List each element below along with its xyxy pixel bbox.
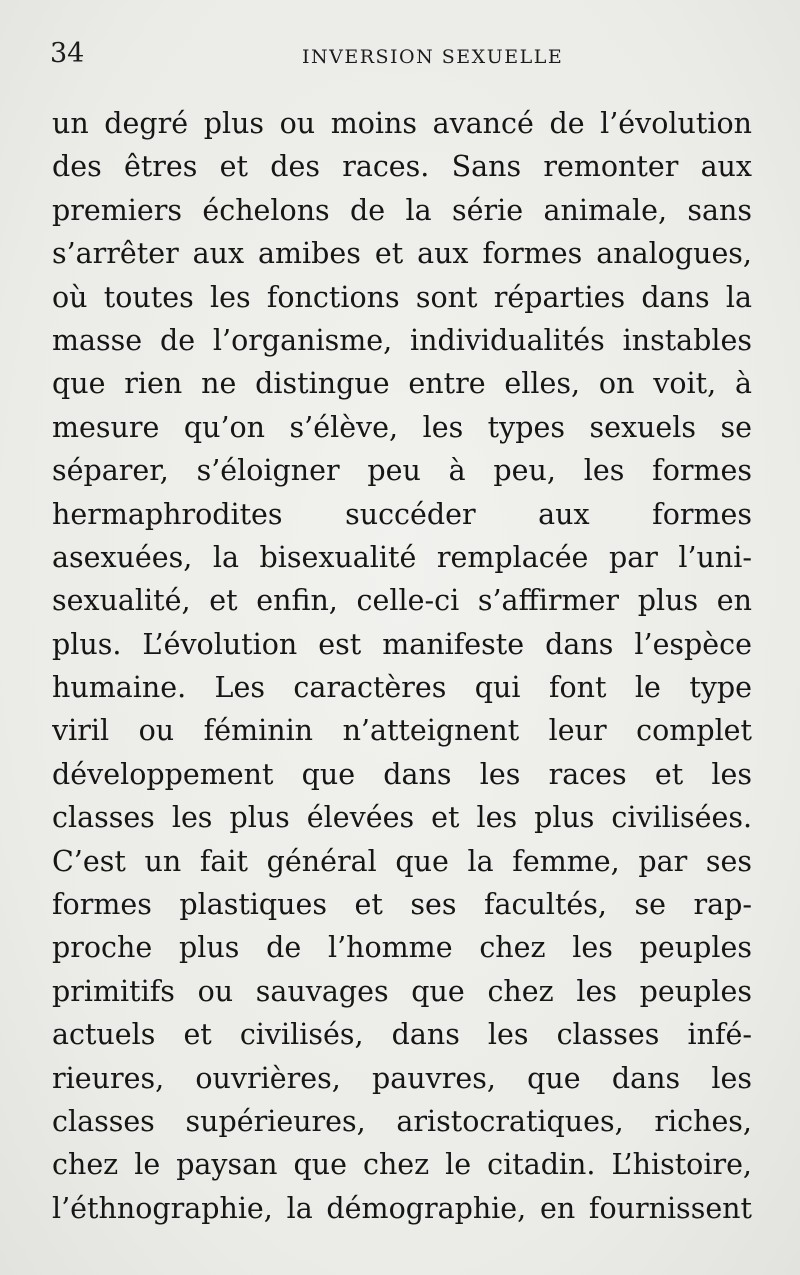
text-line: actuels et civilisés, dans les classes infé-: [52, 1018, 752, 1052]
text-line: proche plus de l’homme chez les peuples: [52, 931, 752, 965]
page-header: [50, 38, 750, 78]
text-line: C’est un fait général que la femme, par ses: [52, 844, 752, 878]
text-line: primitifs ou sauvages que chez les peuples: [52, 974, 752, 1008]
text-line: que rien ne distingue entre elles, on voit, à: [52, 367, 752, 401]
text-line: humaine. Les caractères qui font le type: [52, 671, 752, 705]
text-line: des êtres et des races. Sans remonter aux: [52, 150, 752, 184]
text-line: développement que dans les races et les: [52, 757, 752, 791]
page-number: 34: [50, 38, 85, 69]
text-line: l’éthnographie, la démographie, en fournissent: [52, 1191, 752, 1225]
body-text: [52, 102, 752, 1230]
text-line: séparer, s’éloigner peu à peu, les formes: [52, 454, 752, 488]
text-line: mesure qu’on s’élève, les types sexuels se: [52, 410, 752, 444]
text-line: asexuées, la bisexualité remplacée par l’uni-: [52, 540, 752, 574]
text-line: s’arrêter aux amibes et aux formes analogues,: [52, 237, 752, 271]
text-line: classes supérieures, aristocratiques, riches,: [52, 1104, 752, 1138]
text-line: sexualité, et enfin, celle-ci s’affirmer plus en: [52, 584, 752, 618]
text-line: classes les plus élevées et les plus civilisées.: [52, 801, 752, 835]
text-line: masse de l’organisme, individualités instables: [52, 323, 752, 357]
text-line: un degré plus ou moins avancé de l’évolution: [52, 107, 752, 140]
text-line: plus. L’évolution est manifeste dans l’espèce: [52, 627, 752, 661]
text-line: premiers échelons de la série animale, sans: [52, 193, 752, 227]
running-title: INVERSION SEXUELLE: [302, 46, 564, 68]
text-line: où toutes les fonctions sont réparties dans la: [52, 280, 752, 314]
text-line: hermaphrodites succéder aux formes: [52, 497, 752, 531]
text-line: viril ou féminin n’atteignent leur complet: [52, 714, 752, 748]
text-line: rieures, ouvrières, pauvres, que dans les: [52, 1061, 752, 1095]
text-line: formes plastiques et ses facultés, se rap-: [52, 888, 752, 922]
text-line: chez le paysan que chez le citadin. L’histoire,: [52, 1148, 752, 1182]
